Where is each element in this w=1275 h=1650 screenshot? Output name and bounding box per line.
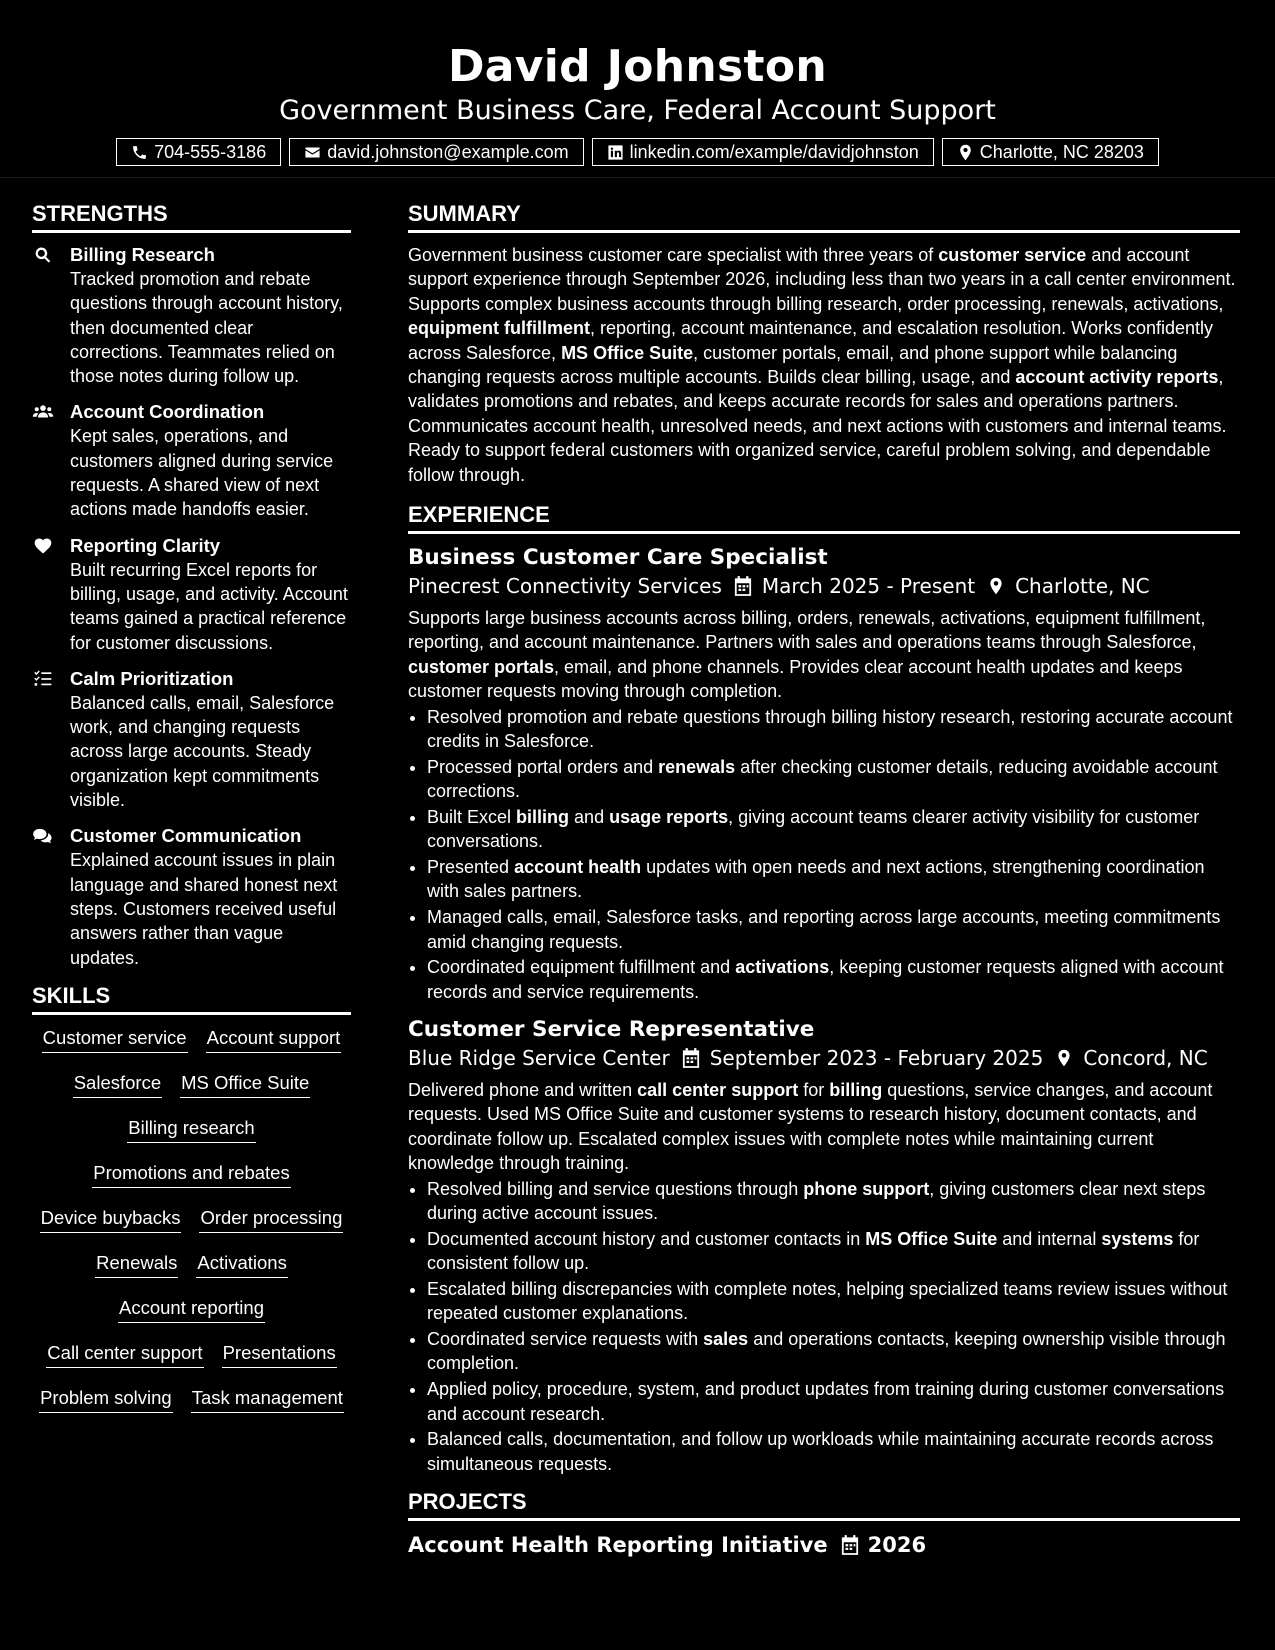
job-bullet: [427, 1227, 1240, 1276]
text-segment: Presented: [427, 857, 515, 878]
skill-tag: Problem solving: [39, 1385, 173, 1413]
experience-heading: EXPERIENCE: [408, 501, 1240, 534]
strength-title: Account Coordination: [70, 401, 265, 423]
bold-keyword: billing: [516, 806, 570, 827]
job-dates: March 2025 - Present: [761, 574, 976, 599]
bold-keyword: activations: [735, 957, 830, 978]
job-meta: [408, 572, 1240, 600]
strength-item: [32, 243, 351, 388]
strength-title: Billing Research: [70, 244, 215, 265]
skill-tag: Renewals: [95, 1250, 178, 1278]
text-segment: Delivered phone and written: [408, 1080, 638, 1101]
strength-title: Customer Communication: [70, 825, 302, 847]
heart-icon: [32, 536, 54, 556]
skills-section: [32, 982, 351, 1430]
text-segment: Documented account history and customer contacts in: [427, 1228, 866, 1249]
strengths-heading: STRENGTHS: [32, 200, 351, 233]
project-title: Account Health Reporting Initiative: [408, 1533, 828, 1558]
strength-desc: Tracked promotion and rebate questions through account history, then documented clear corrections. Teammates relied on those notes during follow up.: [70, 269, 343, 387]
summary-section: [408, 200, 1240, 487]
skill-tag: Order processing: [199, 1205, 343, 1233]
linkedin-icon: [607, 144, 624, 161]
job-bullet: [427, 1327, 1240, 1376]
right-column: [408, 200, 1240, 1559]
text-segment: for consistent follow up.: [427, 1228, 1200, 1274]
bold-keyword: customer portals: [408, 656, 555, 677]
text-segment: Coordinated service requests with: [427, 1329, 704, 1349]
contact-linkedin-text: linkedin.com/example/davidjohnston: [629, 141, 919, 162]
contact-location-text: Charlotte, NC 28203: [979, 141, 1144, 162]
text-segment: Balanced calls, documentation, and follow up workloads while maintaining accurate records across simultaneous requests.: [427, 1429, 1214, 1474]
strength-desc: Balanced calls, email, Salesforce work, and changing requests across large accounts. Steady organization kept commitments visible.: [70, 692, 335, 811]
job-company: Blue Ridge Service Center: [408, 1046, 670, 1071]
job-company: Pinecrest Connectivity Services: [408, 574, 722, 599]
text-segment: , keeping customer requests aligned with account records and service requirements.: [427, 957, 1224, 1002]
job-bullet: [427, 755, 1240, 804]
strength-desc: Explained account issues in plain language and shared honest next steps. Customers received useful answers rather than vague updates.: [70, 850, 338, 968]
text-segment: after checking customer details, reducing avoidable account corrections.: [427, 756, 1218, 802]
bold-keyword: renewals: [658, 756, 736, 777]
text-segment: and operations contacts, keeping ownership visible through completion.: [427, 1329, 1226, 1374]
text-segment: Processed portal orders and: [427, 756, 659, 777]
bold-keyword: usage reports: [609, 806, 729, 827]
job-bullet: [427, 805, 1240, 854]
list-check-icon: [32, 669, 54, 689]
job-entry: [408, 544, 1240, 1004]
contact-email-text: david.johnston@example.com: [327, 141, 569, 162]
text-segment: Applied policy, procedure, system, and product updates from training during customer conversations and account research.: [427, 1379, 1225, 1424]
bold-keyword: customer service: [938, 245, 1087, 265]
text-segment: Managed calls, email, Salesforce tasks, and reporting across large accounts, meeting commitments amid changing requests.: [427, 907, 1221, 952]
text-segment: , reporting, account maintenance, and escalation resolution. Works confidently across Salesforce,: [408, 318, 1214, 363]
skill-tag: Device buybacks: [40, 1205, 182, 1233]
strength-item: [32, 400, 351, 521]
text-segment: Coordinated equipment fulfillment and: [427, 957, 736, 978]
skill-tag: Presentations: [222, 1340, 337, 1368]
strength-desc: Built recurring Excel reports for billing, usage, and activity. Account teams gained a practical reference for customer discussions.: [70, 559, 348, 653]
job-bullet: [427, 1427, 1240, 1476]
projects-heading: PROJECTS: [408, 1488, 1240, 1521]
strength-title: Calm Prioritization: [70, 667, 234, 689]
text-segment: , customer portals, email, and phone support while balancing changing requests across multiple accounts. Builds clear billing, usage, and: [408, 342, 1178, 388]
map-pin-icon: [987, 576, 1005, 596]
job-bullets: [408, 705, 1240, 1004]
bold-keyword: MS Office Suite: [561, 342, 694, 363]
text-segment: and internal: [997, 1228, 1102, 1249]
text-segment: Escalated billing discrepancies with complete notes, helping specialized teams review issues without repeated customer explanations.: [427, 1278, 1228, 1324]
text-segment: Government business customer care specialist with three years of: [408, 245, 939, 265]
text-segment: Resolved billing and service questions through: [427, 1178, 804, 1199]
bold-keyword: phone support: [803, 1178, 930, 1199]
bold-keyword: billing: [829, 1080, 883, 1101]
header-divider: [0, 177, 1275, 178]
users-icon: [32, 402, 54, 422]
bold-keyword: account health: [514, 857, 642, 878]
job-title: Business Customer Care Specialist: [408, 545, 828, 571]
skill-tag: Task management: [191, 1385, 344, 1413]
skill-tag: Activations: [196, 1250, 287, 1278]
experience-section: [408, 501, 1240, 1476]
skill-tag: Account reporting: [118, 1295, 265, 1323]
contact-phone[interactable]: [116, 138, 281, 166]
skill-tag: MS Office Suite: [180, 1070, 310, 1098]
skill-tag: Account support: [206, 1025, 342, 1053]
job-location: Charlotte, NC: [1015, 574, 1150, 599]
text-segment: questions, service changes, and account requests. Used MS Office Suite and customer systems to research history, document contacts, and coordinate follow up. Escalated complex issues with complete notes while maintaining current knowledge through training.: [408, 1080, 1213, 1174]
bold-keyword: sales: [703, 1329, 749, 1349]
strength-item: [32, 824, 351, 969]
search-icon: [32, 245, 54, 265]
job-location: Concord, NC: [1083, 1046, 1208, 1071]
contact-email[interactable]: [289, 138, 583, 166]
projects-section: [408, 1488, 1240, 1559]
job-bullet: [427, 855, 1240, 904]
job-title: Customer Service Representative: [408, 1017, 815, 1043]
text-segment: , validates promotions and rebates, and keeps accurate records for sales and operations partners. Communicates account health, unresolved needs, and next actions with customers and internal teams. Ready to support federal customers with organized service, careful problem solving, and dependable follow through.: [408, 367, 1227, 485]
skill-tag: Billing research: [127, 1115, 255, 1143]
map-pin-icon: [1055, 1048, 1073, 1068]
phone-icon: [131, 144, 148, 161]
summary-heading: SUMMARY: [408, 200, 1240, 233]
calendar-icon: [682, 1048, 700, 1068]
job-bullet: [427, 1177, 1240, 1226]
skill-tag: Salesforce: [73, 1070, 162, 1098]
job-meta: [408, 1044, 1240, 1072]
project-entry: [408, 1531, 1240, 1559]
comments-icon: [32, 826, 54, 846]
bold-keyword: account activity reports: [1015, 367, 1219, 388]
contact-bar: [0, 138, 1275, 166]
strength-item: [32, 534, 351, 655]
strength-desc: Kept sales, operations, and customers aligned during service requests. A shared view of next actions made handoffs easier.: [70, 426, 334, 520]
strength-item: [32, 667, 351, 812]
strength-title: Reporting Clarity: [70, 534, 221, 556]
text-segment: and: [569, 806, 610, 827]
calendar-icon: [734, 576, 752, 596]
contact-linkedin[interactable]: [592, 138, 934, 166]
job-bullets: [408, 1177, 1240, 1476]
text-segment: Built Excel: [427, 806, 517, 827]
skills-heading: SKILLS: [32, 982, 351, 1015]
job-bullet: [427, 905, 1240, 954]
envelope-icon: [304, 144, 321, 161]
bold-keyword: equipment fulfillment: [408, 318, 590, 339]
text-segment: and account support experience through September 2026, including less than two years in a call center environment. Supports complex business accounts through billing research, order processing, renewals, activations,: [408, 245, 1236, 314]
skill-tag: Call center support: [46, 1340, 203, 1368]
job-description: [408, 606, 1240, 704]
job-bullet: [427, 1377, 1240, 1426]
text-segment: , email, and phone channels. Provides clear account health updates and keeps customer requests moving through completion.: [408, 656, 1183, 702]
text-segment: Resolved promotion and rebate questions through billing history research, restoring accurate account credits in Salesforce.: [427, 706, 1233, 752]
text-segment: Supports large business accounts across billing, orders, renewals, activations, equipment fulfillment, reporting, and account maintenance. Partners with sales and operations teams through Salesforce,: [408, 608, 1206, 653]
skill-tag: Customer service: [42, 1025, 188, 1053]
resume-header: [0, 0, 1275, 166]
job-dates: September 2023 - February 2025: [709, 1046, 1044, 1071]
strengths-section: [32, 200, 351, 970]
contact-location: [942, 138, 1159, 166]
bold-keyword: MS Office Suite: [865, 1228, 998, 1249]
job-description: [408, 1078, 1240, 1176]
job-bullet: [427, 705, 1240, 754]
job-entry: [408, 1016, 1240, 1476]
map-pin-icon: [957, 144, 974, 161]
bold-keyword: call center support: [637, 1080, 799, 1101]
bold-keyword: systems: [1101, 1228, 1174, 1249]
job-bullet: [427, 955, 1240, 1004]
skill-tag: Promotions and rebates: [92, 1160, 290, 1188]
text-segment: , giving customers clear next steps during active account issues.: [427, 1178, 1206, 1224]
text-segment: updates with open needs and next actions, strengthening coordination with sales partners.: [427, 857, 1205, 902]
candidate-name: David Johnston: [447, 41, 828, 92]
text-segment: for: [798, 1080, 830, 1101]
summary-text: [408, 243, 1240, 487]
project-year: 2026: [867, 1533, 927, 1558]
left-column: [32, 200, 351, 1430]
candidate-headline: Government Business Care, Federal Account Support: [279, 95, 996, 126]
contact-phone-text: 704-555-3186: [154, 141, 267, 162]
calendar-icon: [841, 1535, 859, 1555]
text-segment: , giving account teams clearer activity visibility for customer conversations.: [427, 806, 1200, 852]
job-bullet: [427, 1277, 1240, 1326]
skills-list: [32, 1025, 351, 1430]
